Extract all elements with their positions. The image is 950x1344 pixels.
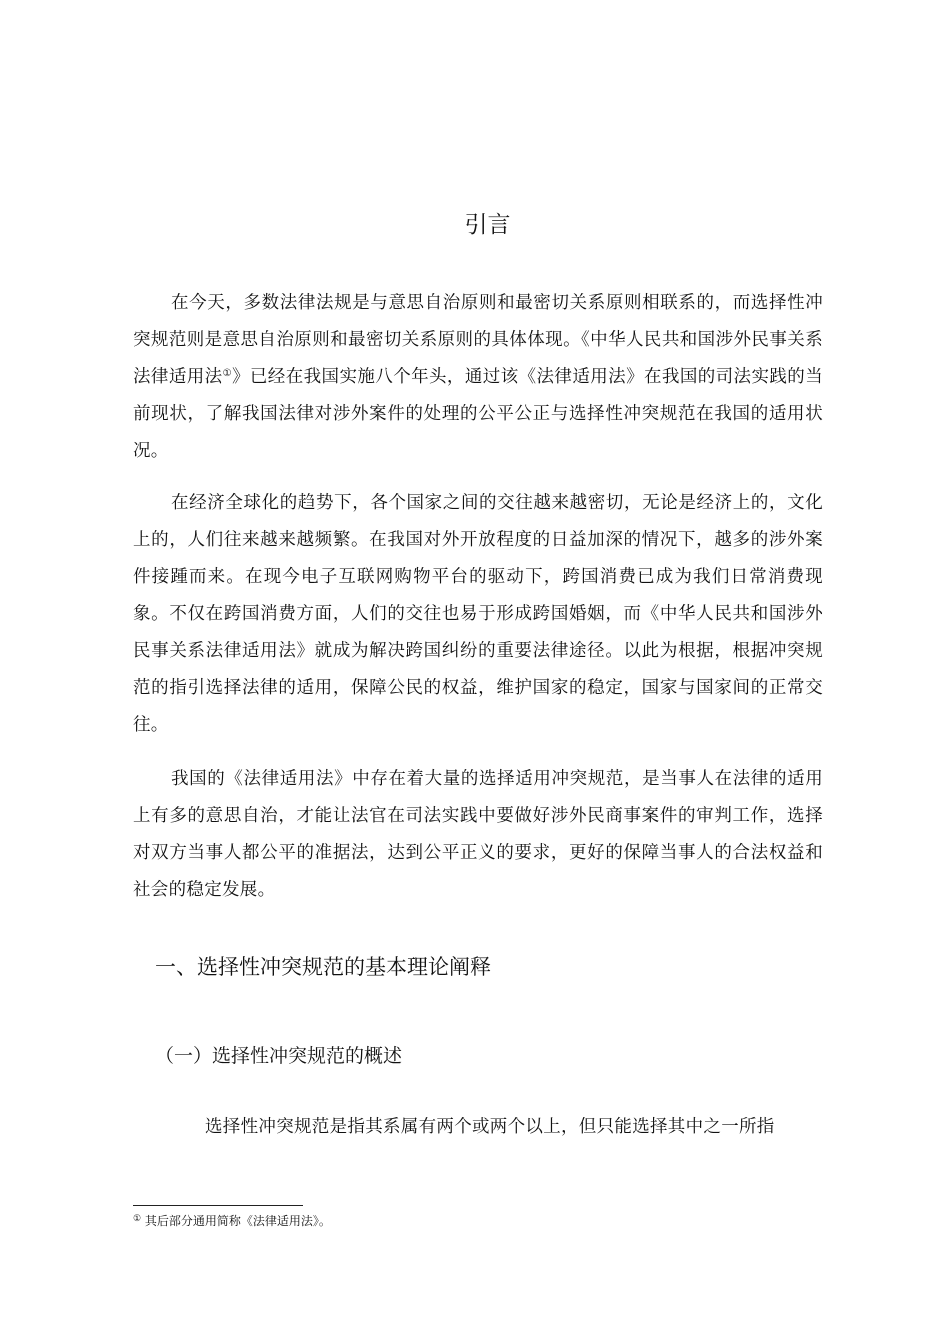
page-title: 引言 bbox=[464, 212, 511, 238]
footnote-reference: ① bbox=[222, 368, 232, 379]
subsection-heading-1-1: （一）选择性冲突规范的概述 bbox=[155, 1045, 403, 1067]
body-paragraph-1: 选择性冲突规范是指其系属有两个或两个以上，但只能选择其中之一所指 bbox=[205, 1117, 775, 1137]
footnote bbox=[133, 1211, 331, 1231]
footnote-divider bbox=[133, 1205, 303, 1206]
section-heading-1: 一、选择性冲突规范的基本理论阐释 bbox=[155, 955, 491, 979]
paragraph-text: 在今天，多数法律法规是与意思自治原则和最密切关系原则相联系的，而选择性冲突规范则是意思自治原则和最密切关系原则的具体体现。《中华人民共和国涉外民事关系法律适用法 bbox=[133, 293, 823, 387]
intro-paragraph-3: 我国的《法律适用法》中存在着大量的选择适用冲突规范，是当事人在法律的适用上有多的意思自治，才能让法官在司法实践中要做好涉外民商事案件的审判工作，选择对双方当事人都公平的准据法，达到公平正义的要求，更好的保障当事人的合法权益和社会的稳定发展。 bbox=[133, 769, 823, 900]
footnote-text: 其后部分通用简称《法律适用法》。 bbox=[144, 1214, 331, 1228]
footnote-mark: ① bbox=[133, 1214, 142, 1224]
intro-paragraph-2: 在经济全球化的趋势下，各个国家之间的交往越来越密切，无论是经济上的，文化上的，人们往来越来越频繁。在我国对外开放程度的日益加深的情况下，越多的涉外案件接踵而来。在现今电子互联网购物平台的驱动下，跨国消费已成为我们日常消费现象。不仅在跨国消费方面，人们的交往也易于形成跨国婚姻，而《中华人民共和国涉外民事关系法律适用法》就成为解决跨国纠纷的重要法律途径。以此为根据，根据冲突规范的指引选择法律的适用，保障公民的权益，维护国家的稳定，国家与国家间的正常交往。 bbox=[133, 493, 823, 735]
paragraph-text: 》已经在我国实施八个年头，通过该《法律适用法》在我国的司法实践的当前现状，了解我国法律对涉外案件的处理的公平公正与选择性冲突规范在我国的适用状况。 bbox=[133, 367, 824, 461]
intro-paragraph-1 bbox=[133, 285, 823, 470]
